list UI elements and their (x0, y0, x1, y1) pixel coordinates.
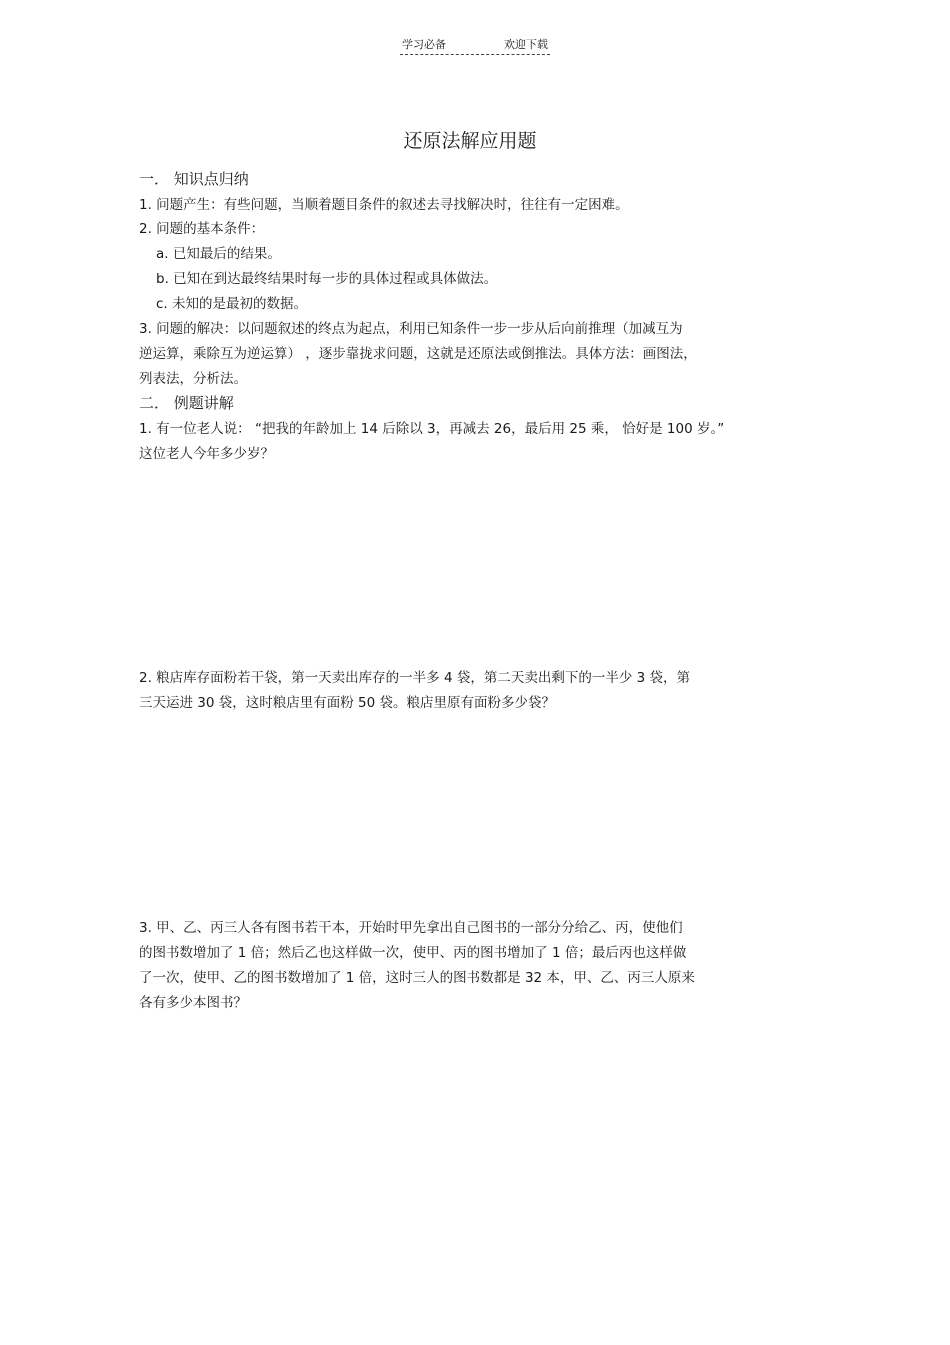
section1-item2c: c. 未知的是最初的数据。 (156, 296, 308, 312)
section1-item2a: a. 已知最后的结果。 (156, 246, 281, 262)
question3-line4: 各有多少本图书？ (139, 995, 247, 1011)
header-right-text: 欢迎下载 (504, 38, 548, 51)
question3-line3: 了一次，使甲、乙的图书数增加了 1 倍，这时三人的图书数都是 32 本，甲、乙、丙三人原来 (139, 970, 695, 986)
section1-item1: 1. 问题产生：有些问题，当顺着题目条件的叙述去寻找解决时，往往有一定困难。 (139, 197, 629, 213)
document-title: 还原法解应用题 (403, 130, 537, 152)
page-header (0, 38, 950, 55)
section1-item3-line2: 逆运算，乘除互为逆运算） ，逐步靠拢求问题，这就是还原法或倒推法。具体方法：画图法， (139, 346, 697, 362)
header-underline (400, 38, 550, 55)
question1-line1: 1. 有一位老人说： “把我的年龄加上 14 后除以 3，再减去 26，最后用 25 乘， 恰好是 100 岁。” (139, 421, 725, 437)
question2-line2: 三天运进 30 袋，这时粮店里有面粉 50 袋。粮店里原有面粉多少袋？ (139, 695, 556, 711)
section2-heading: 二． 例题讲解 (139, 394, 234, 412)
header-left-text: 学习必备 (402, 38, 446, 51)
question2-line1: 2. 粮店库存面粉若干袋，第一天卖出库存的一半多 4 袋，第二天卖出剩下的一半少 3 袋，第 (139, 670, 691, 686)
section1-item3-line3: 列表法，分析法。 (139, 371, 247, 387)
section1-item2: 2. 问题的基本条件： (139, 221, 265, 237)
question1-line2: 这位老人今年多少岁？ (139, 446, 274, 462)
section1-heading: 一． 知识点归纳 (139, 170, 249, 188)
section1-item3-line1: 3. 问题的解决：以问题叙述的终点为起点，利用已知条件一步一步从后向前推理（加减互为 (139, 321, 683, 337)
section1-item2b: b. 已知在到达最终结果时每一步的具体过程或具体做法。 (156, 271, 498, 287)
question3-line2: 的图书数增加了 1 倍；然后乙也这样做一次，使甲、丙的图书增加了 1 倍；最后丙也这样做 (139, 945, 687, 961)
question3-line1: 3. 甲、乙、丙三人各有图书若干本，开始时甲先拿出自己图书的一部分分给乙、丙，使他们 (139, 920, 683, 936)
